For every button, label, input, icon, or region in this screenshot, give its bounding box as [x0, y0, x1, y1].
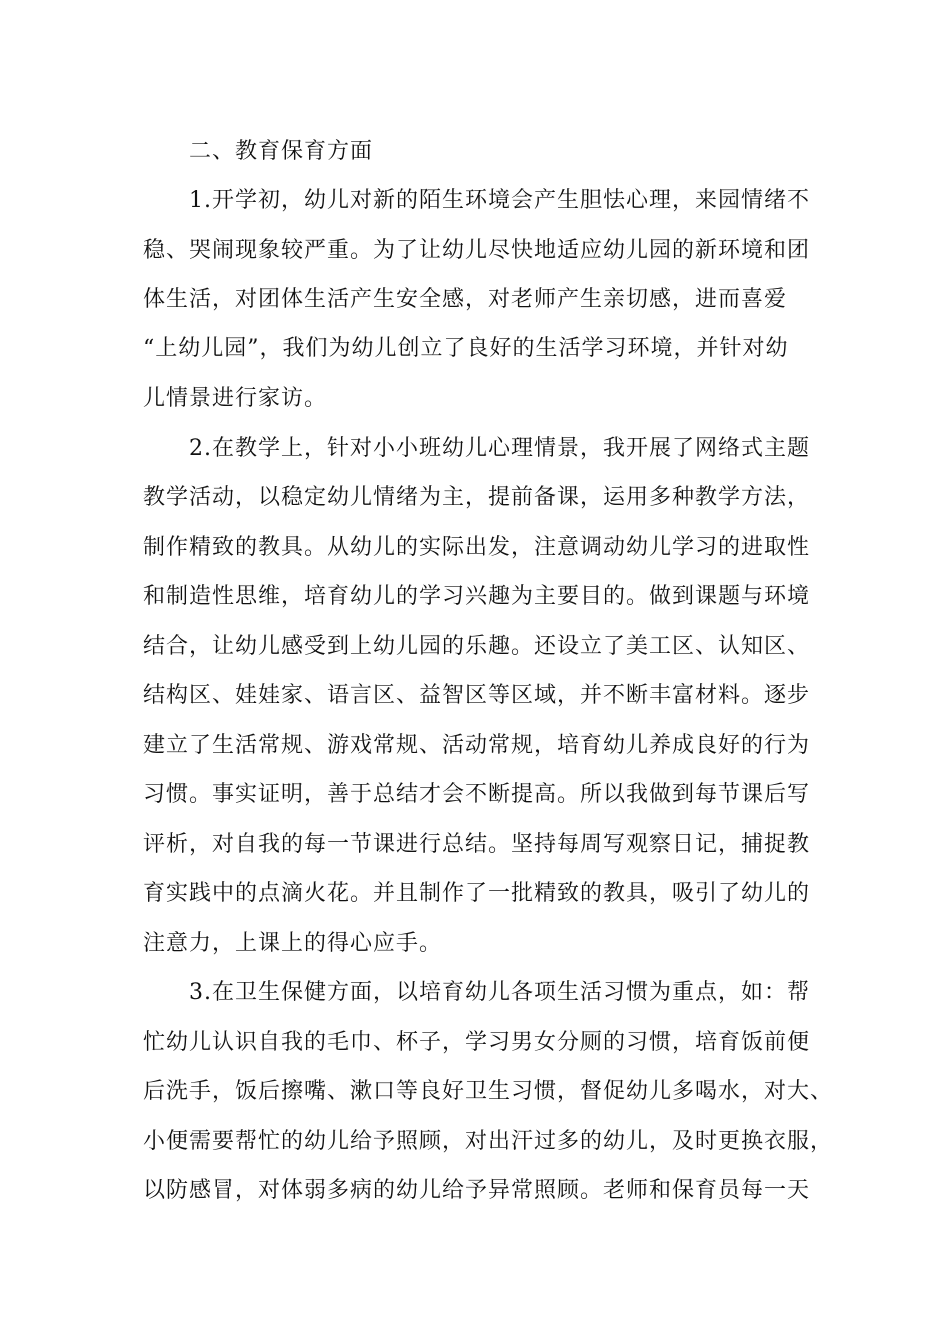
paragraph-line: 以防感冒，对体弱多病的幼儿给予异常照顾。老师和保育员每一天 — [143, 1178, 811, 1203]
paragraph-line: 建立了生活常规、游戏常规、活动常规，培育幼儿养成良好的行为 — [143, 733, 811, 758]
paragraph-line: 忙幼儿认识自我的毛巾、杯子，学习男女分厕的习惯，培育饭前便 — [143, 1030, 811, 1055]
paragraph-line: 习惯。事实证明，善于总结才会不断提高。所以我做到每节课后写 — [143, 782, 811, 807]
paragraph-line: 结合，让幼儿感受到上幼儿园的乐趣。还设立了美工区、认知区、 — [143, 634, 811, 659]
paragraph-line: 后洗手，饭后擦嘴、漱口等良好卫生习惯，督促幼儿多喝水，对大、 — [143, 1079, 834, 1104]
paragraph-line: “上幼儿园”，我们为幼儿创立了良好的生活学习环境，并针对幼 — [143, 336, 789, 361]
paragraph-line: 1.开学初，幼儿对新的陌生环境会产生胆怯心理，来园情绪不 — [189, 188, 810, 213]
paragraph-line: 儿情景进行家访。 — [143, 386, 328, 411]
paragraph-line: 小便需要帮忙的幼儿给予照顾，对出汗过多的幼儿，及时更换衣服， — [143, 1129, 834, 1154]
paragraph-line: 结构区、娃娃家、语言区、益智区等区域，并不断丰富材料。逐步 — [143, 683, 811, 708]
paragraph-line: 注意力，上课上的得心应手。 — [143, 931, 443, 956]
paragraph-line: 3.在卫生保健方面，以培育幼儿各项生活习惯为重点，如：帮 — [189, 980, 810, 1005]
paragraph-line: 制作精致的教具。从幼儿的实际出发，注意调动幼儿学习的进取性 — [143, 535, 811, 560]
paragraph-line: 评析，对自我的每一节课进行总结。坚持每周写观察日记，捕捉教 — [143, 832, 811, 857]
paragraph-line: 育实践中的点滴火花。并且制作了一批精致的教具，吸引了幼儿的 — [143, 881, 811, 906]
paragraph-line: 体生活，对团体生活产生安全感，对老师产生亲切感，进而喜爱 — [143, 287, 788, 312]
paragraph-line: 2.在教学上，针对小小班幼儿心理情景，我开展了网络式主题 — [189, 436, 810, 461]
paragraph-line: 稳、哭闹现象较严重。为了让幼儿尽快地适应幼儿园的新环境和团 — [143, 238, 811, 263]
paragraph-line: 教学活动，以稳定幼儿情绪为主，提前备课，运用多种教学方法， — [143, 485, 811, 510]
paragraph-line: 和制造性思维，培育幼儿的学习兴趣为主要目的。做到课题与环境 — [143, 584, 811, 609]
section-heading: 二、教育保育方面 — [189, 139, 374, 164]
